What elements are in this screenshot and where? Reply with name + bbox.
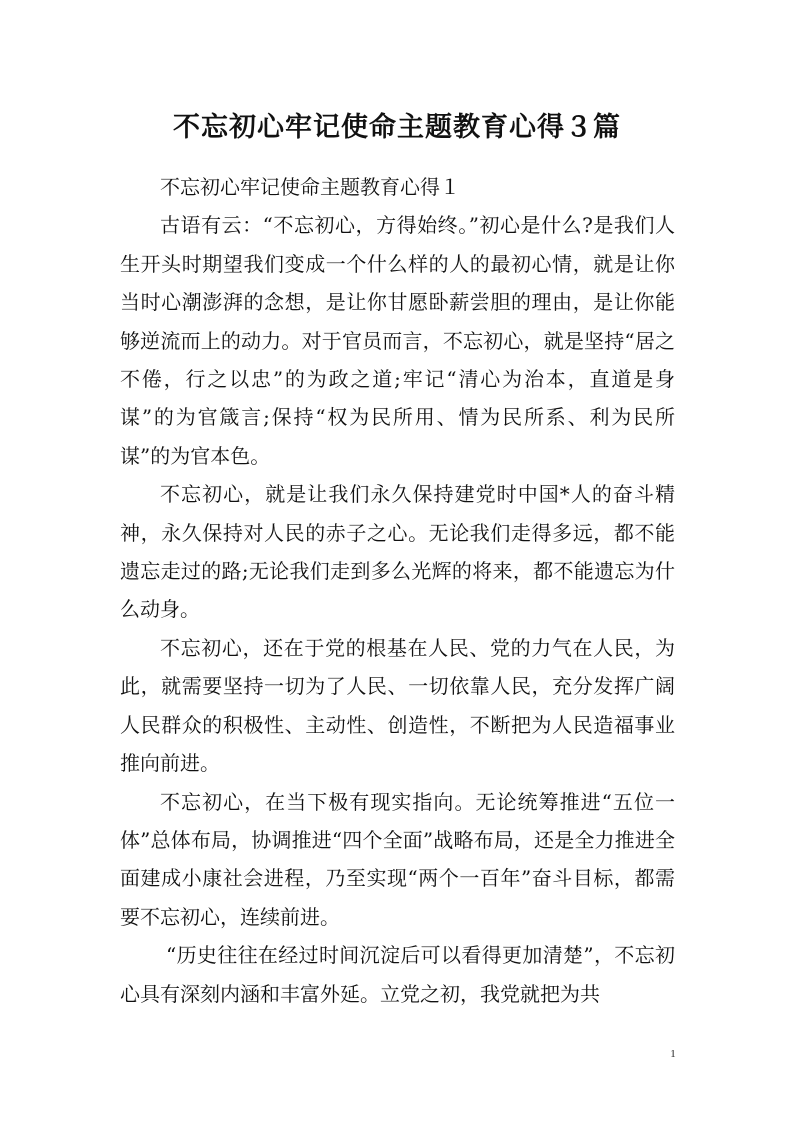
section-heading: 不忘初心牢记使命主题教育心得１ <box>160 175 460 199</box>
paragraph: 不忘初心，还在于党的根基在人民、党的力气在人民，为此，就需要坚持一切为了人民、一切依靠人民，充分发挥广阔人民群众的积极性、主动性、创造性，不断把为人民造福事业推向前进。 <box>120 635 675 776</box>
page-number: 1 <box>670 1048 676 1060</box>
paragraph: 不忘初心，在当下极有现实指向。无论统筹推进“五位一体”总体布局，协调推进“四个全面”战略布局，还是全力推进全面建成小康社会进程，乃至实现“两个一百年”奋斗目标，都需要不忘初心，连续前进。 <box>120 789 675 929</box>
paragraph: 不忘初心，就是让我们永久保持建党时中国*人的奋斗精神，永久保持对人民的赤子之心。无论我们走得多远，都不能遗忘走过的路;无论我们走到多么光辉的将来，都不能遗忘为什么动身。 <box>120 482 675 622</box>
document-body <box>120 168 675 1013</box>
paragraph: “历史往往在经过时间沉淀后可以看得更加清楚”，不忘初心具有深刻内涵和丰富外延。立党之初，我党就把为共 <box>120 943 675 1006</box>
paragraph: 古语有云：“不忘初心，方得始终。”初心是什么?是我们人生开头时期望我们变成一个什么样的人的最初心情，就是让你当时心潮澎湃的念想，是让你甘愿卧薪尝胆的理由，是让你能够逆流而上的动力。对于官员而言，不忘初心，就是坚持“居之不倦，行之以忠”的为政之道;牢记“清心为治本，直道是身谋”的为官箴言;保持“权为民所用、情为民所系、利为民所谋”的为官本色。 <box>120 213 675 468</box>
document-title: 不忘初心牢记使命主题教育心得３篇 <box>173 112 621 143</box>
